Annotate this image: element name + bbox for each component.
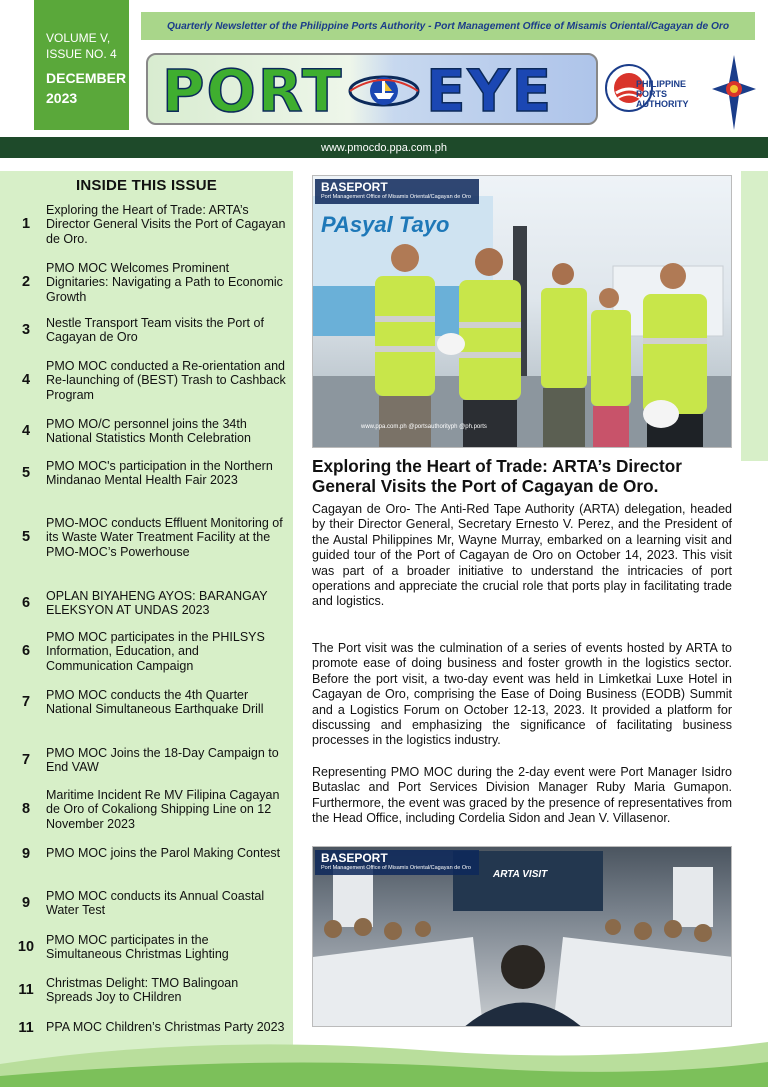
- toc-item-title: PMO MOC Joins the 18-Day Campaign to End VAW: [46, 746, 279, 775]
- issue-month: DECEMBER: [46, 70, 127, 86]
- toc-page-number: 2: [21, 273, 31, 290]
- photo1-baseport-badge: [315, 179, 479, 204]
- toc-page-number: 9: [21, 846, 31, 862]
- toc-item-title: PPA MOC Children’s Christmas Party 2023: [46, 1020, 285, 1034]
- toc-page-number: 11: [18, 1020, 34, 1036]
- toc-item-title: PMO MOC Welcomes Prominent Dignitaries: Navigating a Path to Economic Growth: [46, 261, 283, 304]
- issue-label: ISSUE NO. 4: [46, 47, 117, 61]
- volume-label: VOLUME V,: [46, 31, 111, 45]
- toc-page-number: 3: [21, 321, 31, 338]
- toc-item-title: Maritime Incident Re MV Filipina Cagayan de Oro of Cokaliong Shipping Line on 12 November 2023: [46, 788, 280, 831]
- toc-page-number: 5: [21, 464, 31, 481]
- toc-page-number: 8: [21, 800, 31, 817]
- toc-item-title: PMO MOC participates in the PHILSYS Information, Education, and Communication Campaign: [46, 630, 265, 673]
- table-of-contents: [0, 171, 293, 1087]
- toc-item-title: Nestle Transport Team visits the Port of Cagayan de Oro: [46, 316, 264, 345]
- ppa-name-line2: PORTS: [636, 89, 668, 99]
- ppa-logo: [636, 55, 756, 130]
- arta-visit-photo: [312, 175, 732, 448]
- article-paragraph-2: The Port visit was the culmination of a series of events hosted by ARTA to promote ease of doing business and foster growth in the logistics sector. Before the port visit, a two-day event was held in Limketkai Luxe Hotel in Cagayan de Oro, comprising the Ease of Doing Business (EODB) Summit and a Logistics Forum on October 12-13, 2023. It provided a platform for discussing and emphasizing the significance of facilitating business processes in the logistics industry.: [312, 641, 732, 748]
- toc-item-title: PMO MOC conducts the 4th Quarter National Simultaneous Earthquake Drill: [46, 688, 264, 717]
- toc-page-number: 6: [21, 642, 31, 659]
- toc-page-number: 9: [21, 894, 31, 911]
- forum-meeting-photo: [312, 846, 732, 1027]
- toc-item-title: PMO MOC participates in the Simultaneous Christmas Lighting: [46, 933, 229, 962]
- issue-year: 2023: [46, 90, 78, 106]
- photo2-badge-title: BASEPORT: [321, 851, 388, 865]
- right-accent-strip: [741, 171, 768, 461]
- toc-item-title: PMO-MOC conducts Effluent Monitoring of its Waste Water Treatment Facility at the PMO-MOC’s Powerhouse: [46, 516, 283, 559]
- toc-page-number: 6: [21, 594, 31, 611]
- article-paragraph-1: Cagayan de Oro- The Anti-Red Tape Authority (ARTA) delegation, headed by their Director General, Secretary Ernesto V. Perez, and the President of the Austal Philippines Mr, Wayne Murray, embarked on a learning visit and guided tour of the Port of Cagayan de Oro on October 14, 2023. This visit was part of a broader initiative to understand the intricacies of port operations and appreciate the crucial role that ports play in facilitating trade and logistics.: [312, 502, 732, 609]
- photo2-screen-text: ARTA VISIT: [493, 869, 548, 880]
- photo2-baseport-badge: [315, 850, 479, 875]
- photo2-badge-sub: Port Management Office of Misamis Oriental/Cagayan de Oro: [321, 865, 471, 871]
- toc-page-number: 4: [21, 371, 31, 388]
- ppa-star-icon: [712, 55, 756, 130]
- toc-item-title: Exploring the Heart of Trade: ARTA’s Director General Visits the Port of Cagayan de Oro.: [46, 203, 286, 246]
- toc-page-number: 5: [21, 528, 31, 545]
- masthead-word-eye: EYE: [426, 57, 554, 125]
- toc-page-number: 7: [21, 693, 31, 710]
- newsletter-tagline: Quarterly Newsletter of the Philippine Ports Authority - Port Management Office of Misamis Oriental/Cagayan de Oro: [141, 12, 755, 40]
- article-paragraph-3: Representing PMO MOC during the 2-day event were Port Manager Isidro Butaslac and Port Services Division Manager Ruby Maria Gumapon. Furthermore, the event was graced by the presence of representatives from the Head Office, including Cordelia Sidon and Jean V. Villasenor.: [312, 765, 732, 826]
- toc-page-number: 10: [17, 938, 35, 955]
- ppa-logo-text: [636, 79, 689, 109]
- masthead-word-port: PORT: [162, 57, 344, 125]
- bottom-wave-decoration: [0, 1024, 768, 1087]
- ppa-name-line3: AUTHORITY: [636, 99, 689, 109]
- toc-item-title: PMO MOC conducted a Re-orientation and Re-launching of (BEST) Trash to Cashback Program: [46, 359, 286, 402]
- masthead-logo: [146, 53, 598, 125]
- toc-page-number: 11: [18, 981, 34, 998]
- toc-item-title: PMO MOC joins the Parol Making Contest: [46, 846, 281, 860]
- toc-item-title: PMO MOC's participation in the Northern Mindanao Mental Health Fair 2023: [46, 459, 273, 488]
- toc-item-title: Christmas Delight: TMO Balingoan Spreads Joy to CHildren: [46, 976, 239, 1005]
- toc-page-number: 4: [21, 422, 31, 439]
- ppa-name-line1: PHILIPPINE: [636, 79, 687, 89]
- toc-title: INSIDE THIS ISSUE: [76, 177, 217, 194]
- issue-info-box: [34, 0, 129, 130]
- toc-page-number: 7: [21, 751, 31, 768]
- photo1-sign: PAsyal Tayo: [321, 212, 450, 237]
- toc-item-title: PMO MO/C personnel joins the 34th National Statistics Month Celebration: [46, 417, 251, 446]
- photo1-badge-title: BASEPORT: [321, 180, 388, 194]
- toc-item-title: OPLAN BIYAHENG AYOS: BARANGAY ELEKSYON AT UNDAS 2023: [46, 589, 268, 618]
- photo1-social-handles: www.ppa.com.ph @portsauthorityph @ph.ports: [361, 424, 487, 430]
- website-link[interactable]: www.pmocdo.ppa.com.ph: [321, 141, 447, 154]
- toc-page-number: 1: [21, 215, 31, 232]
- website-bar: [0, 137, 768, 158]
- toc-item-title: PMO MOC conducts its Annual Coastal Water Test: [46, 889, 265, 918]
- article-headline: Exploring the Heart of Trade: ARTA’s Director General Visits the Port of Cagayan de Oro.: [312, 456, 682, 496]
- ship-eye-icon: [348, 61, 420, 121]
- photo1-badge-sub: Port Management Office of Misamis Oriental/Cagayan de Oro: [321, 194, 471, 200]
